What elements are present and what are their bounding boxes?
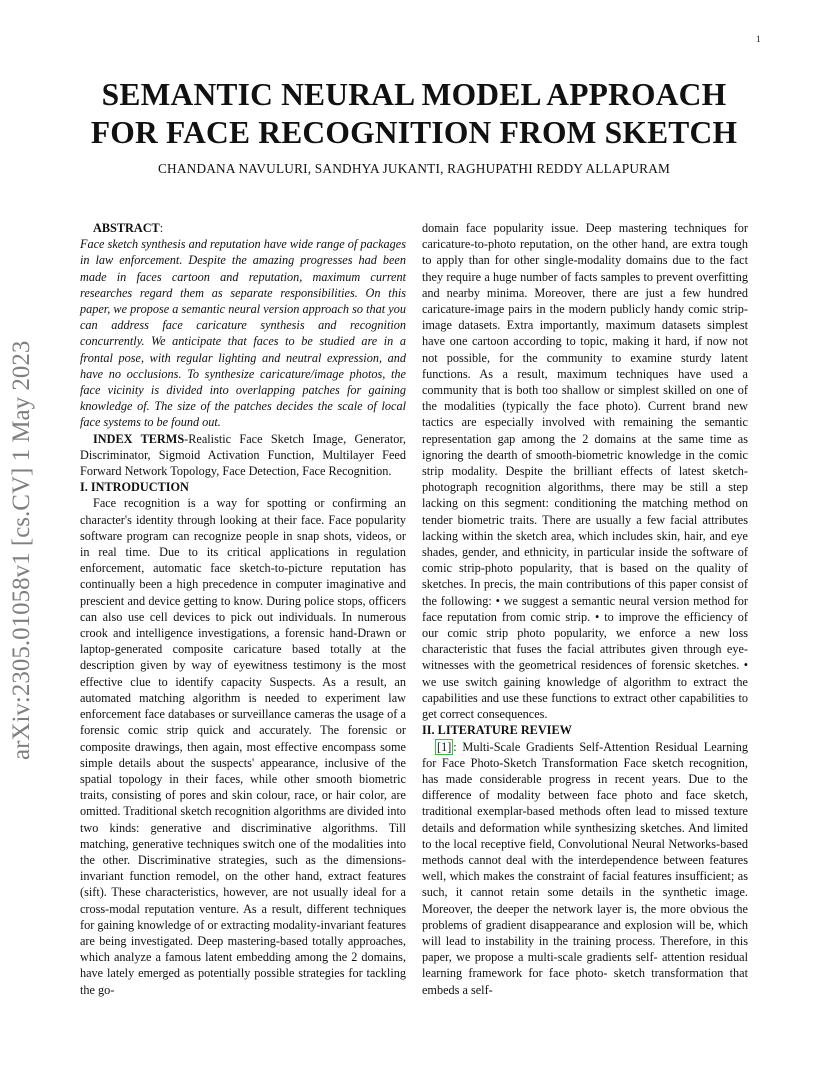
introduction-heading: I. INTRODUCTION: [80, 480, 189, 495]
introduction-paragraph-1: Face recognition is a way for spotting or confirming an character's identity through looking at their face. Face popularity software program can recognize people in snap shots, videos, or in real time. Due to its critical applications in regulation enforcement, automatic face sketch-to-picture reputation has continually been a high precedence in computer imaginative and prescient and device getting to know. During police stops, officers can also use cell devices to pick out individuals. In numerous crook and intelligence investigations, a forensic hand-Drawn or laptop-generated composite caricature based totally at the description given by way of eyewitness testimony is the most effective clue to identify capacity Suspects. As a result, an automated matching algorithm is needed to experiment law enforcement face databases or surveillance cameras the usage of a forensic comic strip quick and accurately. The forensic or composite drawings, then again, most effective encompass some simple details about the suspects' appearance, inclusive of the spatial topology in their faces, while other smooth biometric traits, consisting of pores and skin colour, race, or hair color, are omitted. Traditional sketch recognition algorithms are divided into two kinds: generative and discriminative algorithms. Till matching, generative techniques switch one of the modalities into the other. Discriminative strategies, such as the dimensions-invariant function remodel, on the other hand, extract features (sift). These characteristics, however, are not usually ideal for a cross-modal reputation venture. As a result, different techniques for gaining knowledge of or extracting modality-invariant features are being investigated. Deep mastering-based totally approaches, which analyze a famous latent embedding among the 2 domains, have lately emerged as potentially possible strategies for tackling the go-: [80, 496, 406, 997]
abstract-text: Face sketch synthesis and reputation have wide range of packages in law enforcement. Despite the amazing progresses had been made in faces cartoon and reputation, maximum current researches regard them as separate responsibilities. On this paper, we propose a semantic neural version approach so that you can address face caricature synthesis and recognition concurrently. We anticipate that faces to be studied are in a frontal pose, with regular lighting and neutral expression, and have no occlusions. To synthesize caricature/image photos, the face vicinity is divided into overlapping patches for gaining knowledge of. The size of the patches decides the scale of local face systems to be found out.: [80, 237, 406, 430]
abstract-label: ABSTRACT: [93, 221, 160, 235]
right-column: [422, 220, 748, 998]
page-number: 1: [756, 34, 761, 44]
literature-review-text: : Multi-Scale Gradients Self-Attention Residual Learning for Face Photo-Sketch Transformation Face sketch recognition, has made considerable progress in recent years. Due to the difference of modality between face photo and face sketch, traditional exemplar-based methods often lead to missed texture details and deformation while synthesizing sketches. And limited to the local receptive field, Convolutional Neural Networks-based methods cannot deal with the interdependence between features well, which makes the constraint of facial features insufficient; as such, it cannot retain some details in the synthetic image. Moreover, the deeper the network layer is, the more obvious the problems of gradient disappearance and explosion will be, which will lead to instability in the training process. Therefore, in this paper, we propose a multi-scale gradients self- attention residual learning framework for face photo- sketch transformation that embeds a self-: [422, 739, 748, 997]
author-list: CHANDANA NAVULURI, SANDHYA JUKANTI, RAGHUPATHI REDDY ALLAPURAM: [157, 161, 671, 176]
abstract-paragraph: ABSTRACT: Face sketch synthesis and reputation have wide range of packages in law enforcement. Despite the amazing progresses had been made in faces cartoon and reputation, maximum current researches regard them as separate responsibilities. On this paper, we propose a semantic neural version approach so that you can address face caricature synthesis and recognition concurrently. We anticipate that faces to be studied are in a frontal pose, with regular lighting and neutral expression, and have no occlusions. To synthesize caricature/image photos, the face vicinity is divided into overlapping patches for gaining knowledge of. The size of the patches decides the scale of local face systems to be found out.: [80, 221, 406, 430]
literature-review-heading: II. LITERATURE REVIEW: [422, 723, 572, 738]
index-terms-label: INDEX TERMS: [93, 431, 185, 446]
title-line-2: FOR FACE RECOGNITION FROM SKETCH: [90, 115, 738, 150]
index-terms-paragraph: [80, 431, 406, 480]
paper-title: [60, 76, 768, 152]
index-terms-text: -Realistic Face Sketch Image, Generator, Discriminator, Sigmoid Activation Function, Multilayer Feed Forward Network Topology, Face Detection, Face Recognition.: [80, 431, 406, 479]
title-line-1: SEMANTIC NEURAL MODEL APPROACH: [101, 77, 727, 112]
left-column: [80, 220, 406, 998]
introduction-paragraph-2: domain face popularity issue. Deep mastering techniques for caricature-to-photo reputation, on the other hand, are extra tough to apply than for other single-modality domains due to the fact they require a huge number of facts samples to prevent overfitting and nearby minima. Moreover, there are just a few hundred caricature-image pairs in the modern publicly handy comic strip-image datasets. Extra importantly, maximum datasets simplest have one cartoon according to topic, making it hard, if now not not possible, for the community to examine sturdy latent functions. As a result, maximum techniques have used a community that is both too shallow or simplest skilled on one of the modalities (typically the face photo). Current brand new tactics are especially involved with remaining the semantic representation gap among the 2 domains at the same time as ignoring the dearth of smooth-biometric knowledge in the comic strip modality. Despite the brilliant effects of latest sketch-photograph recognition algorithms, there may be still a step lacking on this segment: conditioning the matching method on tender biometric traits. There are usually a few facial attributes lacking within the sketch area, which includes skin, hair, and eye shades, gender, and ethnicity, in particular inside the software of comic strip-photo popularity, that is based on the quality of sketches. In precis, the main contributions of this paper consist of the following: • we suggest a semantic neural version method for face reputation from comic strip. • to improve the efficiency of our comic strip photo popularity, we enforce a new loss characteristic that fuses the facial attributes given through eye-witnesses with the geometrical residences of forensic sketches. • we use switch gaining knowledge of algorithm to extract the capabilities and use these functions to extract other capabilities to get correct consequences.: [422, 221, 748, 722]
arxiv-identifier-stamp: arXiv:2305.01058v1 [cs.CV] 1 May 2023: [8, 340, 35, 760]
literature-review-paragraph-1: [422, 739, 748, 998]
citation-link-1[interactable]: [1]: [437, 739, 452, 754]
